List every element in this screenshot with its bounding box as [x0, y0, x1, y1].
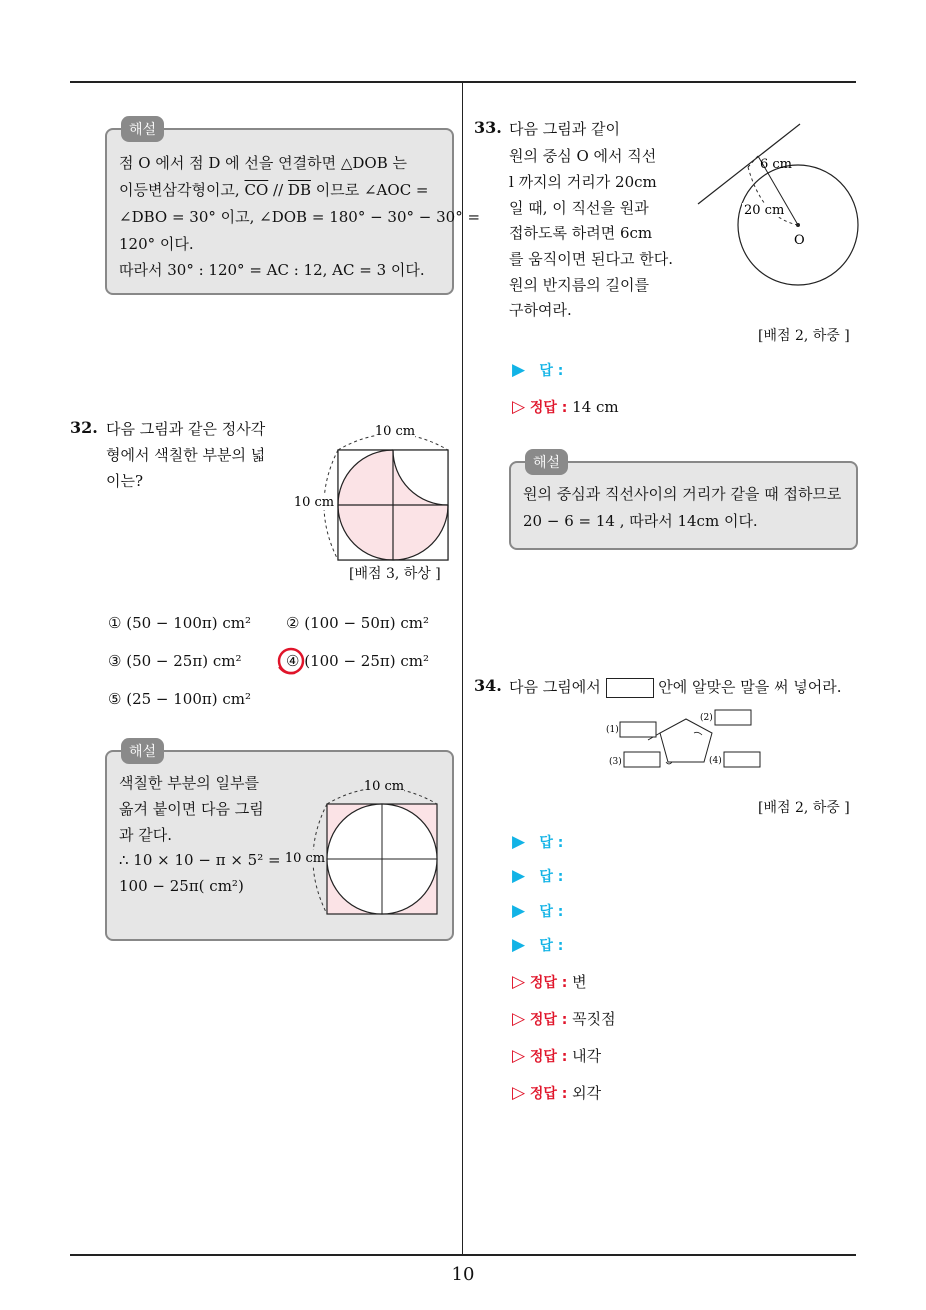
correct-label: 정답 :: [529, 1049, 568, 1065]
question-33-line: 원의 반지름의 길이를: [509, 276, 649, 294]
play-arrow-icon: ▶: [512, 935, 526, 955]
question-33-line: 일 때, 이 직선을 원과: [509, 199, 649, 217]
play-arrow-icon: ▶: [512, 866, 526, 886]
choice-3[interactable]: ③ (50 − 25π) cm²: [108, 652, 242, 670]
correct-value: 14 cm: [572, 398, 619, 416]
question-number-34: 34.: [474, 676, 502, 695]
rearranged-circle-figure: [279, 774, 449, 924]
question-33-line: 구하여라.: [509, 301, 572, 319]
outline-triangle-icon: ▷: [512, 1046, 526, 1066]
figure-label-left: 10 cm: [293, 495, 335, 510]
page-number: 10: [451, 1264, 475, 1285]
blank-box: [606, 678, 654, 698]
answer-row-q34-4: [512, 935, 563, 955]
explanation-line: 원의 중심과 직선사이의 거리가 같을 때 접하므로: [523, 485, 842, 503]
explanation-line: 따라서 30° : 120° = AC : 12, AC = 3 이다.: [119, 261, 425, 279]
grade-q32: [배점 3, 하상 ]: [349, 566, 441, 582]
question-33-line: l 까지의 거리가 20cm: [509, 173, 657, 191]
play-arrow-icon: ▶: [512, 360, 526, 380]
question-32-line: 형에서 색칠한 부분의 넓: [106, 446, 266, 464]
question-33-line: 원의 중심 O 에서 직선: [509, 147, 657, 165]
play-arrow-icon: ▶: [512, 901, 526, 921]
answer-row-q33: [512, 360, 563, 380]
explanation-line: 20 − 6 = 14 , 따라서 14cm 이다.: [523, 512, 758, 530]
figure-label-20cm: 20 cm: [744, 203, 785, 218]
explanation-line: 120° 이다.: [119, 235, 194, 253]
explanation-line: ∠DBO = 30° 이고, ∠DOB = 180° − 30° − 30° =: [119, 208, 481, 226]
outline-triangle-icon: ▷: [512, 972, 526, 992]
question-34-post: 안에 알맞은 말을 써 넣어라.: [658, 678, 842, 696]
answer-label: 답 :: [539, 869, 564, 885]
figure-label-top: 10 cm: [374, 424, 416, 439]
outline-triangle-icon: ▷: [512, 397, 526, 417]
label-2: (2): [700, 713, 713, 723]
correct-answer-circle-icon: [275, 645, 307, 677]
explanation-tag: 해설: [525, 449, 568, 475]
label-3: (3): [609, 757, 622, 767]
answer-row-q34-3: [512, 901, 563, 921]
correct-value: 내각: [572, 1047, 602, 1065]
correct-value: 외각: [572, 1084, 602, 1102]
explanation-line: 점 O 에서 점 D 에 선을 연결하면 △DOB 는: [119, 154, 407, 172]
explanation-box-q31: [105, 122, 481, 295]
circle-and-line-figure: [690, 118, 870, 308]
figure-label-6cm: 6 cm: [760, 157, 793, 172]
explanation-box-q32: [105, 744, 454, 941]
choice-1[interactable]: ① (50 − 100π) cm²: [108, 614, 252, 632]
question-33-line: 를 움직이면 된다고 한다.: [509, 250, 673, 268]
answer-row-q34-2: [512, 866, 563, 886]
label-1: (1): [606, 725, 619, 735]
explanation-tag: 해설: [121, 738, 164, 764]
correct-label: 정답 :: [529, 1012, 568, 1028]
explanation-line: [119, 179, 429, 200]
explanation-line: ∴ 10 × 10 − π × 5² =: [119, 851, 281, 869]
explanation-line: 색칠한 부분의 일부를: [119, 774, 259, 792]
question-number-33: 33.: [474, 118, 502, 137]
answer-row-q34-1: [512, 832, 563, 852]
figure-label-o: O: [794, 233, 805, 248]
explanation-text: 이등변삼각형이고,: [119, 181, 240, 199]
answer-label: 답 :: [539, 938, 564, 954]
correct-row-q34-1: [512, 971, 587, 992]
answer-label: 답 :: [539, 904, 564, 920]
correct-label: 정답 :: [529, 1086, 568, 1102]
outline-triangle-icon: ▷: [512, 1083, 526, 1103]
pentagon-parts-figure: [600, 705, 770, 775]
choice-5[interactable]: ⑤ (25 − 100π) cm²: [108, 690, 252, 708]
correct-row-q34-2: [512, 1008, 616, 1029]
column-divider: [462, 83, 463, 1254]
correct-row-q33: [512, 397, 619, 417]
explanation-line: 옮겨 붙이면 다음 그림: [119, 800, 264, 818]
question-number-32: 32.: [70, 418, 98, 437]
top-rule: [70, 81, 856, 83]
correct-row-q34-4: [512, 1082, 601, 1103]
outline-triangle-icon: ▷: [512, 1009, 526, 1029]
correct-label: 정답 :: [529, 400, 568, 416]
choice-2[interactable]: ② (100 − 50π) cm²: [286, 614, 430, 632]
answer-label: 답 :: [539, 363, 564, 379]
choice-4[interactable]: ④ (100 − 25π) cm²: [286, 652, 430, 670]
play-arrow-icon: ▶: [512, 832, 526, 852]
parallel-sign: //: [268, 181, 288, 199]
question-34-pre: 다음 그림에서: [509, 678, 601, 696]
figure-label-top: 10 cm: [363, 779, 405, 794]
answer-label: 답 :: [539, 835, 564, 851]
explanation-tag: 해설: [121, 116, 164, 142]
correct-value: 변: [572, 973, 587, 991]
figure-label-left: 10 cm: [284, 851, 326, 866]
question-33-line: 접하도록 하려면 6cm: [509, 224, 653, 242]
question-34-text: [509, 676, 842, 698]
explanation-box-q33: [509, 455, 858, 550]
correct-row-q34-3: [512, 1045, 601, 1066]
grade-q34: [배점 2, 하중 ]: [758, 800, 850, 816]
segment-db: $\overline{DB}$: [287, 181, 311, 199]
question-32-line: 다음 그림과 같은 정사각: [106, 420, 266, 438]
label-4: (4): [709, 756, 722, 766]
question-33-line: 다음 그림과 같이: [509, 120, 620, 138]
question-32-line: 이는?: [106, 472, 144, 490]
bottom-rule: [70, 1254, 856, 1256]
segment-co: $\overline{CO}$: [244, 181, 269, 199]
correct-value: 꼭짓점: [572, 1010, 616, 1028]
correct-label: 정답 :: [529, 975, 568, 991]
explanation-line: 과 같다.: [119, 826, 173, 844]
explanation-text: 이므로 ∠AOC =: [310, 181, 429, 199]
grade-q33: [배점 2, 하중 ]: [758, 328, 850, 344]
explanation-line: 100 − 25π( cm²): [119, 877, 244, 895]
